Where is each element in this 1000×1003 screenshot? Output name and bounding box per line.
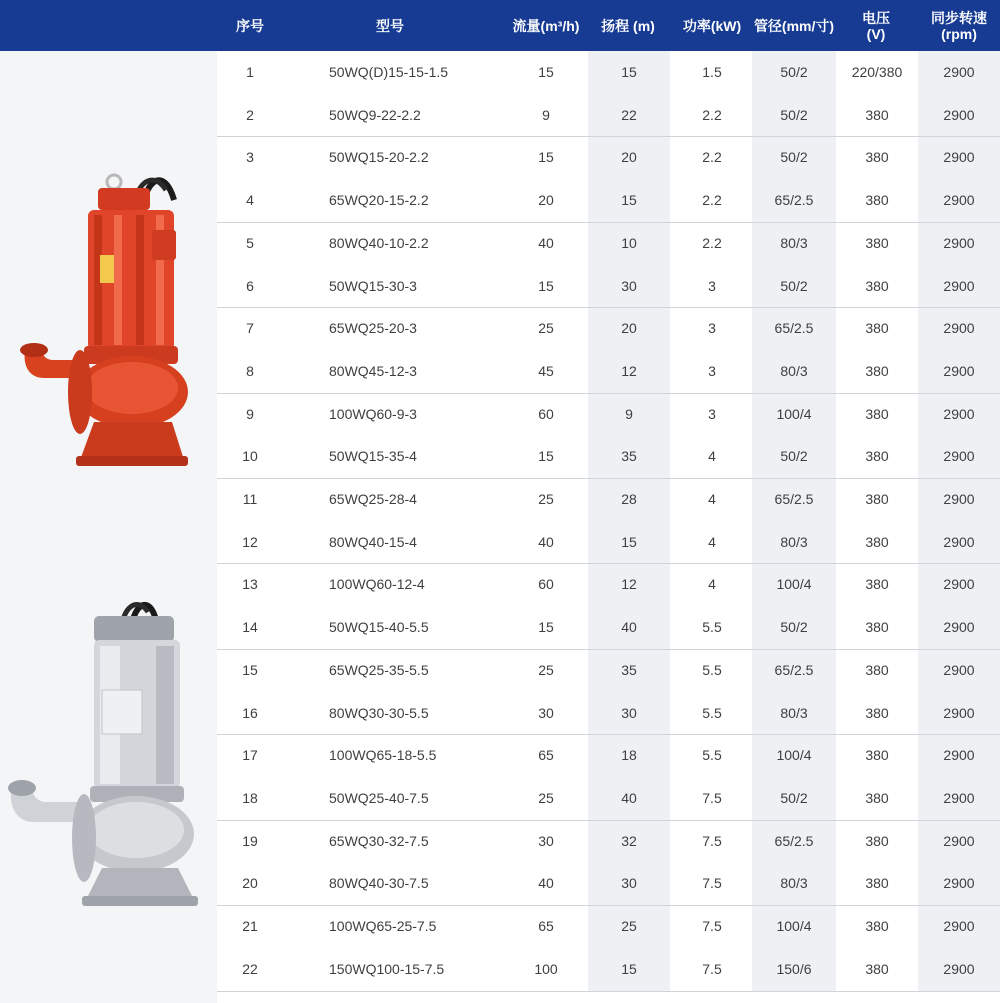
cell-voltage: 380 bbox=[865, 619, 889, 636]
cell-model: 80WQ45-12-3 bbox=[329, 362, 417, 379]
cell-head: 35 bbox=[621, 448, 637, 465]
cell-pipe: 65/2.5 bbox=[774, 491, 814, 507]
cell-no: 2 bbox=[246, 106, 254, 123]
cell-model: 65WQ25-35-5.5 bbox=[329, 661, 429, 678]
cell-power: 4 bbox=[708, 448, 716, 465]
cell-flow: 30 bbox=[538, 704, 554, 721]
table-row bbox=[217, 905, 1000, 948]
cell-speed: 2900 bbox=[943, 491, 975, 507]
cell-voltage: 380 bbox=[865, 747, 889, 764]
cell-no: 10 bbox=[242, 448, 258, 465]
cell-power: 5.5 bbox=[702, 704, 722, 721]
cell-power: 3 bbox=[708, 405, 716, 422]
header-voltage-line1: 电压 bbox=[862, 9, 890, 26]
cell-no: 1 bbox=[246, 64, 254, 80]
cell-head: 30 bbox=[621, 875, 637, 892]
table-row bbox=[217, 777, 1000, 820]
cell-model: 50WQ15-35-4 bbox=[329, 448, 417, 465]
cell-speed: 2900 bbox=[943, 704, 975, 721]
cell-model: 65WQ30-32-7.5 bbox=[329, 832, 429, 849]
table-row bbox=[217, 265, 1000, 308]
table-row bbox=[217, 393, 1000, 436]
cell-power: 3 bbox=[708, 320, 716, 337]
cell-model: 100WQ60-12-4 bbox=[329, 576, 425, 593]
cell-speed: 2900 bbox=[943, 64, 975, 80]
cell-model: 100WQ65-18-5.5 bbox=[329, 747, 437, 764]
table-row bbox=[217, 692, 1000, 735]
cell-flow: 25 bbox=[538, 789, 554, 806]
cell-speed: 2900 bbox=[943, 661, 975, 678]
cell-speed: 2900 bbox=[943, 362, 975, 379]
header-speed bbox=[918, 0, 1000, 51]
cell-head: 15 bbox=[621, 960, 637, 977]
cell-pipe: 50/2 bbox=[780, 149, 808, 166]
table-row bbox=[217, 307, 1000, 350]
cell-power: 2.2 bbox=[702, 234, 722, 251]
cell-head: 35 bbox=[621, 661, 637, 678]
cell-voltage: 380 bbox=[865, 277, 889, 294]
header-voltage bbox=[838, 0, 914, 51]
cell-flow: 15 bbox=[538, 149, 554, 166]
cell-power: 2.2 bbox=[702, 149, 722, 166]
cell-voltage: 380 bbox=[865, 234, 889, 251]
cell-flow: 65 bbox=[538, 918, 554, 934]
cell-flow: 20 bbox=[538, 192, 554, 209]
cell-pipe: 80/3 bbox=[780, 704, 808, 721]
cell-voltage: 380 bbox=[865, 192, 889, 209]
cell-pipe: 65/2.5 bbox=[774, 832, 814, 849]
cell-flow: 25 bbox=[538, 661, 554, 678]
cell-no: 7 bbox=[246, 320, 254, 337]
table-row bbox=[217, 563, 1000, 606]
cell-no: 9 bbox=[246, 405, 254, 422]
cell-no: 12 bbox=[242, 533, 258, 550]
cell-power: 7.5 bbox=[702, 832, 722, 849]
cell-head: 25 bbox=[621, 918, 637, 934]
cell-voltage: 380 bbox=[865, 448, 889, 465]
table-row bbox=[217, 862, 1000, 905]
cell-power: 4 bbox=[708, 533, 716, 550]
cell-power: 3 bbox=[708, 362, 716, 379]
cell-power: 2.2 bbox=[702, 192, 722, 209]
header-flow: 流量(m³/h) bbox=[512, 17, 580, 34]
cell-speed: 2900 bbox=[943, 960, 975, 977]
cell-speed: 2900 bbox=[943, 832, 975, 849]
cell-flow: 30 bbox=[538, 832, 554, 849]
cell-speed: 2900 bbox=[943, 234, 975, 251]
red-pump-image bbox=[14, 160, 204, 470]
cell-no: 19 bbox=[242, 832, 258, 849]
cell-speed: 2900 bbox=[943, 576, 975, 593]
cell-flow: 45 bbox=[538, 362, 554, 379]
cell-flow: 60 bbox=[538, 405, 554, 422]
cell-pipe: 80/3 bbox=[780, 533, 808, 550]
table-row bbox=[217, 478, 1000, 521]
table-row bbox=[217, 136, 1000, 179]
cell-head: 15 bbox=[621, 533, 637, 550]
cell-flow: 100 bbox=[534, 960, 558, 977]
cell-speed: 2900 bbox=[943, 320, 975, 337]
cell-head: 15 bbox=[621, 192, 637, 209]
cell-pipe: 50/2 bbox=[780, 106, 808, 123]
cell-head: 28 bbox=[621, 491, 637, 507]
cell-flow: 25 bbox=[538, 491, 554, 507]
cell-power: 7.5 bbox=[702, 918, 722, 934]
cell-model: 65WQ25-20-3 bbox=[329, 320, 417, 337]
cell-model: 50WQ15-40-5.5 bbox=[329, 619, 429, 636]
cell-no: 21 bbox=[242, 918, 258, 934]
cell-pipe: 150/6 bbox=[776, 960, 812, 977]
cell-speed: 2900 bbox=[943, 277, 975, 294]
table-header bbox=[0, 0, 1000, 51]
cell-no: 18 bbox=[242, 789, 258, 806]
cell-flow: 15 bbox=[538, 619, 554, 636]
cell-pipe: 65/2.5 bbox=[774, 192, 814, 209]
cell-pipe: 100/4 bbox=[776, 405, 812, 422]
cell-no: 4 bbox=[246, 192, 254, 209]
cell-model: 50WQ15-20-2.2 bbox=[329, 149, 429, 166]
cell-no: 14 bbox=[242, 619, 258, 636]
cell-speed: 2900 bbox=[943, 918, 975, 934]
cell-pipe: 50/2 bbox=[780, 64, 808, 80]
cell-power: 5.5 bbox=[702, 619, 722, 636]
cell-speed: 2900 bbox=[943, 533, 975, 550]
table-row bbox=[217, 820, 1000, 863]
stainless-pump-image bbox=[6, 590, 206, 910]
cell-model: 65WQ20-15-2.2 bbox=[329, 192, 429, 209]
header-power: 功率(kW) bbox=[682, 17, 742, 34]
cell-pipe: 100/4 bbox=[776, 747, 812, 764]
cell-no: 20 bbox=[242, 875, 258, 892]
cell-head: 9 bbox=[625, 405, 633, 422]
cell-speed: 2900 bbox=[943, 448, 975, 465]
cell-head: 40 bbox=[621, 789, 637, 806]
cell-voltage: 380 bbox=[865, 661, 889, 678]
header-speed-line1: 同步转速 bbox=[931, 9, 987, 26]
cell-head: 15 bbox=[621, 64, 637, 80]
table-row bbox=[217, 734, 1000, 777]
cell-power: 3 bbox=[708, 277, 716, 294]
cell-voltage: 380 bbox=[865, 832, 889, 849]
table-row bbox=[217, 94, 1000, 137]
cell-pipe: 50/2 bbox=[780, 277, 808, 294]
table-row bbox=[217, 435, 1000, 478]
cell-flow: 15 bbox=[538, 448, 554, 465]
table-row bbox=[217, 51, 1000, 94]
spec-table bbox=[217, 51, 1000, 991]
cell-pipe: 50/2 bbox=[780, 619, 808, 636]
cell-power: 4 bbox=[708, 576, 716, 593]
cell-head: 30 bbox=[621, 704, 637, 721]
cell-head: 20 bbox=[621, 149, 637, 166]
cell-head: 22 bbox=[621, 106, 637, 123]
cell-voltage: 380 bbox=[865, 106, 889, 123]
cell-no: 8 bbox=[246, 362, 254, 379]
table-row bbox=[217, 521, 1000, 564]
cell-pipe: 50/2 bbox=[780, 448, 808, 465]
cell-head: 10 bbox=[621, 234, 637, 251]
cell-model: 100WQ60-9-3 bbox=[329, 405, 417, 422]
cell-no: 13 bbox=[242, 576, 258, 593]
cell-speed: 2900 bbox=[943, 875, 975, 892]
cell-model: 100WQ65-25-7.5 bbox=[329, 918, 437, 934]
cell-flow: 40 bbox=[538, 234, 554, 251]
cell-model: 50WQ(D)15-15-1.5 bbox=[329, 64, 449, 80]
cell-head: 40 bbox=[621, 619, 637, 636]
header-no: 序号 bbox=[236, 17, 264, 34]
cell-head: 12 bbox=[621, 362, 637, 379]
cell-voltage: 380 bbox=[865, 533, 889, 550]
cell-voltage: 380 bbox=[865, 491, 889, 507]
cell-power: 2.2 bbox=[702, 106, 722, 123]
cell-model: 80WQ40-15-4 bbox=[329, 533, 417, 550]
cell-voltage: 380 bbox=[865, 362, 889, 379]
cell-power: 4 bbox=[708, 491, 716, 507]
cell-flow: 60 bbox=[538, 576, 554, 593]
cell-power: 7.5 bbox=[702, 875, 722, 892]
cell-no: 17 bbox=[242, 747, 258, 764]
cell-flow: 65 bbox=[538, 747, 554, 764]
cell-power: 5.5 bbox=[702, 747, 722, 764]
cell-power: 7.5 bbox=[702, 789, 722, 806]
cell-power: 5.5 bbox=[702, 661, 722, 678]
cell-no: 6 bbox=[246, 277, 254, 294]
cell-voltage: 380 bbox=[865, 960, 889, 977]
cell-voltage: 380 bbox=[865, 704, 889, 721]
cell-no: 15 bbox=[242, 661, 258, 678]
cell-model: 50WQ15-30-3 bbox=[329, 277, 417, 294]
cell-voltage: 380 bbox=[865, 576, 889, 593]
cell-voltage: 220/380 bbox=[851, 64, 903, 80]
cell-pipe: 100/4 bbox=[776, 918, 812, 934]
cell-model: 50WQ9-22-2.2 bbox=[329, 106, 421, 123]
cell-head: 18 bbox=[621, 747, 637, 764]
cell-flow: 15 bbox=[538, 277, 554, 294]
cell-voltage: 380 bbox=[865, 875, 889, 892]
cell-speed: 2900 bbox=[943, 789, 975, 806]
cell-pipe: 50/2 bbox=[780, 789, 808, 806]
cell-speed: 2900 bbox=[943, 747, 975, 764]
cell-pipe: 80/3 bbox=[780, 234, 808, 251]
cell-head: 32 bbox=[621, 832, 637, 849]
cell-head: 30 bbox=[621, 277, 637, 294]
cell-no: 5 bbox=[246, 234, 254, 251]
cell-pipe: 65/2.5 bbox=[774, 661, 814, 678]
cell-speed: 2900 bbox=[943, 405, 975, 422]
table-row bbox=[217, 222, 1000, 265]
cell-flow: 40 bbox=[538, 533, 554, 550]
header-speed-line2: (rpm) bbox=[941, 25, 977, 42]
cell-flow: 25 bbox=[538, 320, 554, 337]
cell-flow: 9 bbox=[542, 106, 550, 123]
cell-model: 80WQ40-10-2.2 bbox=[329, 234, 429, 251]
table-row bbox=[217, 179, 1000, 222]
cell-speed: 2900 bbox=[943, 106, 975, 123]
cell-flow: 40 bbox=[538, 875, 554, 892]
table-row bbox=[217, 948, 1000, 991]
cell-model: 80WQ40-30-7.5 bbox=[329, 875, 429, 892]
cell-voltage: 380 bbox=[865, 149, 889, 166]
header-pipe: 管径(mm/寸) bbox=[753, 17, 835, 34]
cell-no: 11 bbox=[242, 491, 258, 507]
cell-voltage: 380 bbox=[865, 405, 889, 422]
cell-model: 80WQ30-30-5.5 bbox=[329, 704, 429, 721]
cell-model: 150WQ100-15-7.5 bbox=[329, 960, 445, 977]
cell-no: 22 bbox=[242, 960, 258, 977]
cell-pipe: 100/4 bbox=[776, 576, 812, 593]
cell-speed: 2900 bbox=[943, 619, 975, 636]
table-row bbox=[217, 350, 1000, 393]
cell-voltage: 380 bbox=[865, 918, 889, 934]
cell-pipe: 80/3 bbox=[780, 875, 808, 892]
cell-power: 1.5 bbox=[702, 64, 722, 80]
cell-model: 65WQ25-28-4 bbox=[329, 491, 417, 507]
cell-speed: 2900 bbox=[943, 192, 975, 209]
cell-head: 20 bbox=[621, 320, 637, 337]
table-row bbox=[217, 606, 1000, 649]
cell-pipe: 80/3 bbox=[780, 362, 808, 379]
cell-voltage: 380 bbox=[865, 789, 889, 806]
cell-no: 3 bbox=[246, 149, 254, 166]
table-bottom-border bbox=[217, 991, 1000, 992]
cell-flow: 15 bbox=[538, 64, 554, 80]
table-row bbox=[217, 649, 1000, 692]
header-model: 型号 bbox=[376, 17, 404, 34]
header-head: 扬程 (m) bbox=[601, 17, 655, 34]
header-voltage-line2: (V) bbox=[866, 25, 886, 42]
cell-voltage: 380 bbox=[865, 320, 889, 337]
cell-no: 16 bbox=[242, 704, 258, 721]
cell-head: 12 bbox=[621, 576, 637, 593]
cell-model: 50WQ25-40-7.5 bbox=[329, 789, 429, 806]
cell-speed: 2900 bbox=[943, 149, 975, 166]
cell-power: 7.5 bbox=[702, 960, 722, 977]
cell-pipe: 65/2.5 bbox=[774, 320, 814, 337]
